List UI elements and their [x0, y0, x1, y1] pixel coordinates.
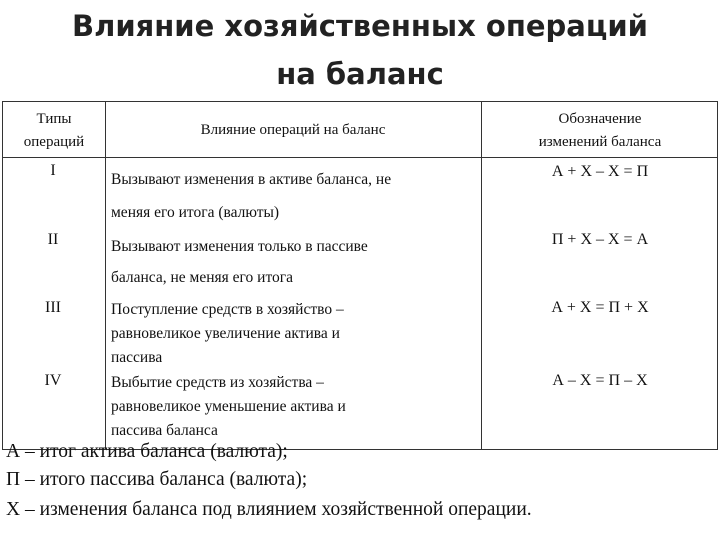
row-4-formula: А – Х = П – Х [552, 372, 648, 389]
row-1-description: Вызывают изменения в активе баланса, не меняя его итога (валюты) [111, 171, 392, 221]
header-notation: Обозначение изменений баланса [538, 111, 662, 150]
title-line-1: Влияние хозяйственных операций [71, 9, 649, 43]
column-divider-2 [481, 102, 482, 449]
column-divider-1 [105, 102, 106, 449]
header-influence: Влияние операций на баланс [200, 122, 386, 138]
row-1-type: I [50, 162, 56, 179]
row-4-type: IV [44, 372, 62, 389]
row-2-description: Вызывают изменения только в пассиве баланса, не меняя его итога [111, 238, 368, 286]
legend-liability: П – итого пассива баланса (валюта); [6, 469, 308, 490]
row-3-type: III [45, 299, 61, 316]
row-2-formula: П + Х – Х = А [551, 231, 649, 248]
row-2-type: II [47, 231, 59, 248]
header-divider [3, 157, 717, 158]
balance-table [2, 101, 718, 450]
row-4-description: Выбытие средств из хозяйства – равновеликое уменьшение актива и пассива баланса [111, 374, 346, 439]
legend-change: Х – изменения баланса под влиянием хозяйственной операции. [6, 499, 532, 520]
header-types: Типы операций [23, 111, 85, 150]
row-3-description: Поступление средств в хозяйство – равновеликое увеличение актива и пассива [111, 301, 344, 366]
title-line-2: на баланс [276, 57, 444, 91]
slide-title [0, 2, 720, 98]
row-1-formula: А + Х – Х = П [551, 163, 649, 180]
row-3-formula: А + Х = П + Х [551, 299, 649, 316]
legend-asset: А – итог актива баланса (валюта); [6, 441, 288, 462]
